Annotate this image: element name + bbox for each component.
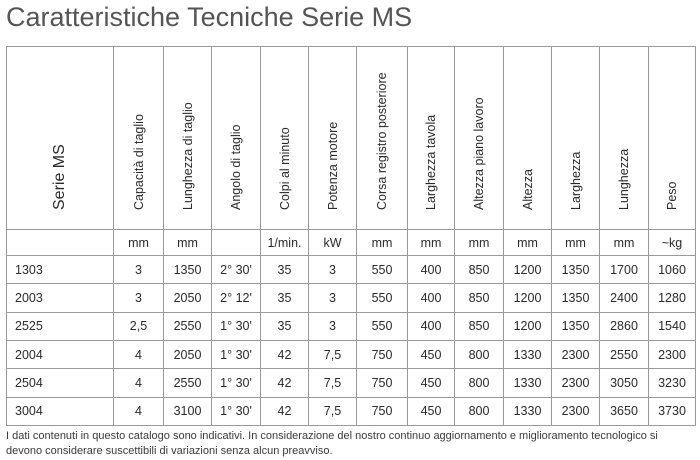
value-cell: 2300 (552, 369, 600, 397)
value-cell: 800 (455, 397, 504, 425)
table-row (7, 340, 696, 368)
header-cell (164, 47, 212, 230)
header-label: Lunghezza di taglio (180, 102, 195, 210)
value-cell: 2300 (552, 340, 600, 368)
value-cell: 550 (357, 256, 408, 284)
table-row (7, 397, 696, 425)
value-cell: 450 (408, 340, 455, 368)
value-cell: 7,5 (309, 340, 357, 368)
table-body (7, 256, 696, 426)
value-cell: 750 (357, 397, 408, 425)
header-cell (600, 47, 649, 230)
unit-cell: 1/min. (261, 230, 309, 256)
header-cell (649, 47, 696, 230)
value-cell: 450 (408, 369, 455, 397)
value-cell: 1° 30' (212, 340, 261, 368)
value-cell: 1200 (504, 256, 552, 284)
header-cell (408, 47, 455, 230)
value-cell: 1330 (504, 369, 552, 397)
header-label: Lunghezza (617, 148, 631, 210)
header-cell (357, 47, 408, 230)
value-cell: 1350 (552, 312, 600, 340)
value-cell: 35 (261, 256, 309, 284)
unit-cell: mm (504, 230, 552, 256)
header-label: Angolo di taglio (229, 124, 243, 210)
value-cell: 400 (408, 284, 455, 312)
value-cell: 1330 (504, 397, 552, 425)
header-label: Potenza motore (325, 121, 340, 210)
value-cell: 850 (455, 256, 504, 284)
value-cell: 42 (261, 397, 309, 425)
value-cell: 2550 (164, 312, 212, 340)
value-cell: 1° 30' (212, 312, 261, 340)
value-cell: 850 (455, 284, 504, 312)
unit-cell: mm (114, 230, 164, 256)
header-cell (212, 47, 261, 230)
value-cell: 4 (114, 340, 164, 368)
value-cell: 400 (408, 312, 455, 340)
value-cell: 3230 (649, 369, 696, 397)
value-cell: 42 (261, 369, 309, 397)
value-cell: 1700 (600, 256, 649, 284)
value-cell: 550 (357, 284, 408, 312)
header-label: Altezza piano lavoro (472, 97, 486, 210)
header-label: Colpi al minuto (277, 127, 292, 210)
value-cell: 3730 (649, 397, 696, 425)
header-label: Peso (665, 181, 679, 210)
value-cell: 2860 (600, 312, 649, 340)
header-cell (455, 47, 504, 230)
table-row (7, 369, 696, 397)
header-label: Altezza (520, 169, 535, 210)
header-cell (552, 47, 600, 230)
header-cell (114, 47, 164, 230)
unit-cell: mm (164, 230, 212, 256)
unit-cell: kW (309, 230, 357, 256)
header-row (7, 47, 696, 230)
value-cell: 2300 (552, 397, 600, 425)
value-cell: 7,5 (309, 397, 357, 425)
value-cell: 850 (455, 312, 504, 340)
value-cell: 3 (309, 256, 357, 284)
table-row (7, 312, 696, 340)
value-cell: 400 (408, 256, 455, 284)
model-cell: 2003 (7, 284, 114, 312)
unit-cell: mm (408, 230, 455, 256)
value-cell: 2° 12' (212, 284, 261, 312)
value-cell: 550 (357, 312, 408, 340)
value-cell: 2° 30' (212, 256, 261, 284)
value-cell: 3100 (164, 397, 212, 425)
value-cell: 1280 (649, 284, 696, 312)
unit-cell (212, 230, 261, 256)
value-cell: 2050 (164, 284, 212, 312)
header-label: Larghezza tavola (424, 114, 438, 210)
header-label: Serie MS (51, 144, 68, 210)
header-label: Capacità di taglio (131, 114, 146, 210)
header-cell (261, 47, 309, 230)
table-row (7, 256, 696, 284)
value-cell: 3 (309, 284, 357, 312)
header-cell (504, 47, 552, 230)
value-cell: 2,5 (114, 312, 164, 340)
value-cell: 1200 (504, 284, 552, 312)
value-cell: 3 (114, 256, 164, 284)
unit-cell (7, 230, 114, 256)
model-cell: 1303 (7, 256, 114, 284)
model-cell: 3004 (7, 397, 114, 425)
unit-cell: mm (455, 230, 504, 256)
value-cell: 35 (261, 284, 309, 312)
value-cell: 2400 (600, 284, 649, 312)
value-cell: 1330 (504, 340, 552, 368)
value-cell: 1° 30' (212, 369, 261, 397)
unit-cell: ~kg (649, 230, 696, 256)
value-cell: 3650 (600, 397, 649, 425)
unit-cell: mm (552, 230, 600, 256)
value-cell: 3050 (600, 369, 649, 397)
value-cell: 1540 (649, 312, 696, 340)
page-title: Caratteristiche Tecniche Serie MS (6, 2, 413, 32)
value-cell: 1350 (552, 256, 600, 284)
value-cell: 42 (261, 340, 309, 368)
value-cell: 1060 (649, 256, 696, 284)
spec-table (6, 46, 696, 426)
unit-cell: mm (600, 230, 649, 256)
header-cell (309, 47, 357, 230)
header-label: Larghezza (568, 151, 583, 210)
value-cell: 4 (114, 369, 164, 397)
model-cell: 2525 (7, 312, 114, 340)
value-cell: 2300 (649, 340, 696, 368)
value-cell: 450 (408, 397, 455, 425)
value-cell: 2550 (600, 340, 649, 368)
value-cell: 3 (114, 284, 164, 312)
value-cell: 750 (357, 369, 408, 397)
value-cell: 1350 (552, 284, 600, 312)
header-label: Corsa registro posteriore (375, 72, 389, 210)
footnote: I dati contenuti in questo catalogo sono indicativi. In considerazione del nostro continuo aggiornamento e miglioramento tecnologico si devono considerare suscettibili di variazioni senza alcun preavviso. (6, 430, 658, 457)
value-cell: 3 (309, 312, 357, 340)
model-cell: 2004 (7, 340, 114, 368)
value-cell: 750 (357, 340, 408, 368)
value-cell: 800 (455, 340, 504, 368)
value-cell: 2050 (164, 340, 212, 368)
value-cell: 2550 (164, 369, 212, 397)
value-cell: 800 (455, 369, 504, 397)
header-cell (7, 47, 114, 230)
model-cell: 2504 (7, 369, 114, 397)
units-row (7, 230, 696, 256)
value-cell: 35 (261, 312, 309, 340)
table-row (7, 284, 696, 312)
value-cell: 1° 30' (212, 397, 261, 425)
value-cell: 7,5 (309, 369, 357, 397)
value-cell: 1200 (504, 312, 552, 340)
value-cell: 1350 (164, 256, 212, 284)
unit-cell: mm (357, 230, 408, 256)
value-cell: 4 (114, 397, 164, 425)
